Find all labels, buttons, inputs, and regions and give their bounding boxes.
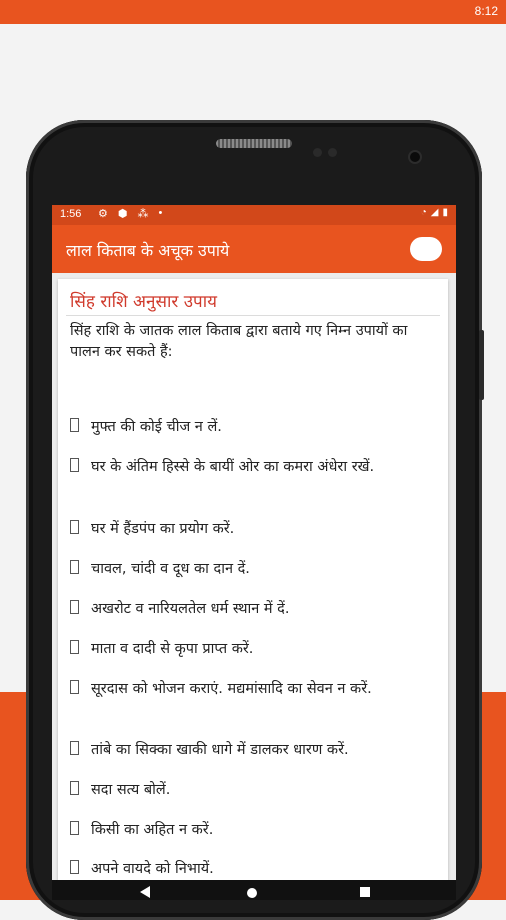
home-icon[interactable] (247, 888, 257, 898)
remedy-item: सदा सत्य बोलें. (70, 780, 440, 801)
remedy-item: मुफ्त की कोई चीज न लें. (70, 417, 440, 438)
bullet-box-icon (70, 560, 79, 574)
intro-text: सिंह राशि के जातक लाल किताब द्वारा बताये गए निम्न उपायों का पालन कर सकते हैं: (70, 323, 408, 360)
content-card (58, 279, 448, 900)
bullet-box-icon (70, 781, 79, 795)
divider (66, 315, 440, 316)
bullet-box-icon (70, 600, 79, 614)
no-signal-icon: ⁂ (137, 208, 149, 220)
back-icon[interactable] (140, 886, 150, 898)
app-bar (52, 225, 456, 273)
bullet-box-icon (70, 520, 79, 534)
toggle-button[interactable] (410, 237, 442, 261)
bullet-box-icon (70, 860, 79, 874)
sensor-dot (313, 148, 322, 157)
sensor-dot (328, 148, 337, 157)
remedy-item: घर के अंतिम हिस्से के बायीं ओर का कमरा अंधेरा रखें. (70, 457, 440, 478)
inner-status-time: 1:56 (60, 208, 82, 220)
remedy-item: घर में हैंडपंप का प्रयोग करें. (70, 519, 440, 540)
bullet-box-icon (70, 680, 79, 694)
remedy-item: सूरदास को भोजन कराएं. मद्यमांसादि का सेवन न करें. (70, 679, 440, 700)
phone-side-button (479, 330, 484, 400)
bullet-box-icon (70, 640, 79, 654)
status-time: 8:12 (474, 4, 498, 18)
bullet-box-icon (70, 458, 79, 472)
remedy-item: अपने वायदे को निभायें. (70, 859, 440, 880)
signal-icon: ◢ (430, 207, 439, 218)
front-camera (410, 152, 420, 162)
remedy-item: चावल, चांदी व दूध का दान दें. (70, 559, 440, 580)
battery-icon: ▮ (442, 207, 448, 218)
app-title: लाल किताब के अचूक उपाये (66, 241, 230, 260)
section-heading: सिंह राशि अनुसार उपाय (70, 292, 217, 312)
speaker-grille (216, 139, 292, 148)
shield-icon: ⬢ (117, 208, 128, 220)
remedy-item: तांबे का सिक्का खाकी धागे में डालकर धारण करें. (70, 740, 440, 761)
gear-icon: ⚙ (98, 208, 108, 220)
wifi-icon: ◔ (420, 207, 427, 218)
remedy-item: अखरोट व नारियलतेल धर्म स्थान में दें. (70, 599, 440, 620)
app-status-bar (52, 205, 456, 225)
remedy-item: माता व दादी से कृपा प्राप्त करें. (70, 639, 440, 660)
remedy-item: किसी का अहित न करें. (70, 820, 440, 841)
bullet-box-icon (70, 821, 79, 835)
bullet-box-icon (70, 741, 79, 755)
dot-icon: • (158, 207, 163, 219)
recents-icon[interactable] (360, 887, 370, 897)
phone-screen (52, 205, 456, 900)
bullet-box-icon (70, 418, 79, 432)
device-status-bar (0, 0, 506, 24)
